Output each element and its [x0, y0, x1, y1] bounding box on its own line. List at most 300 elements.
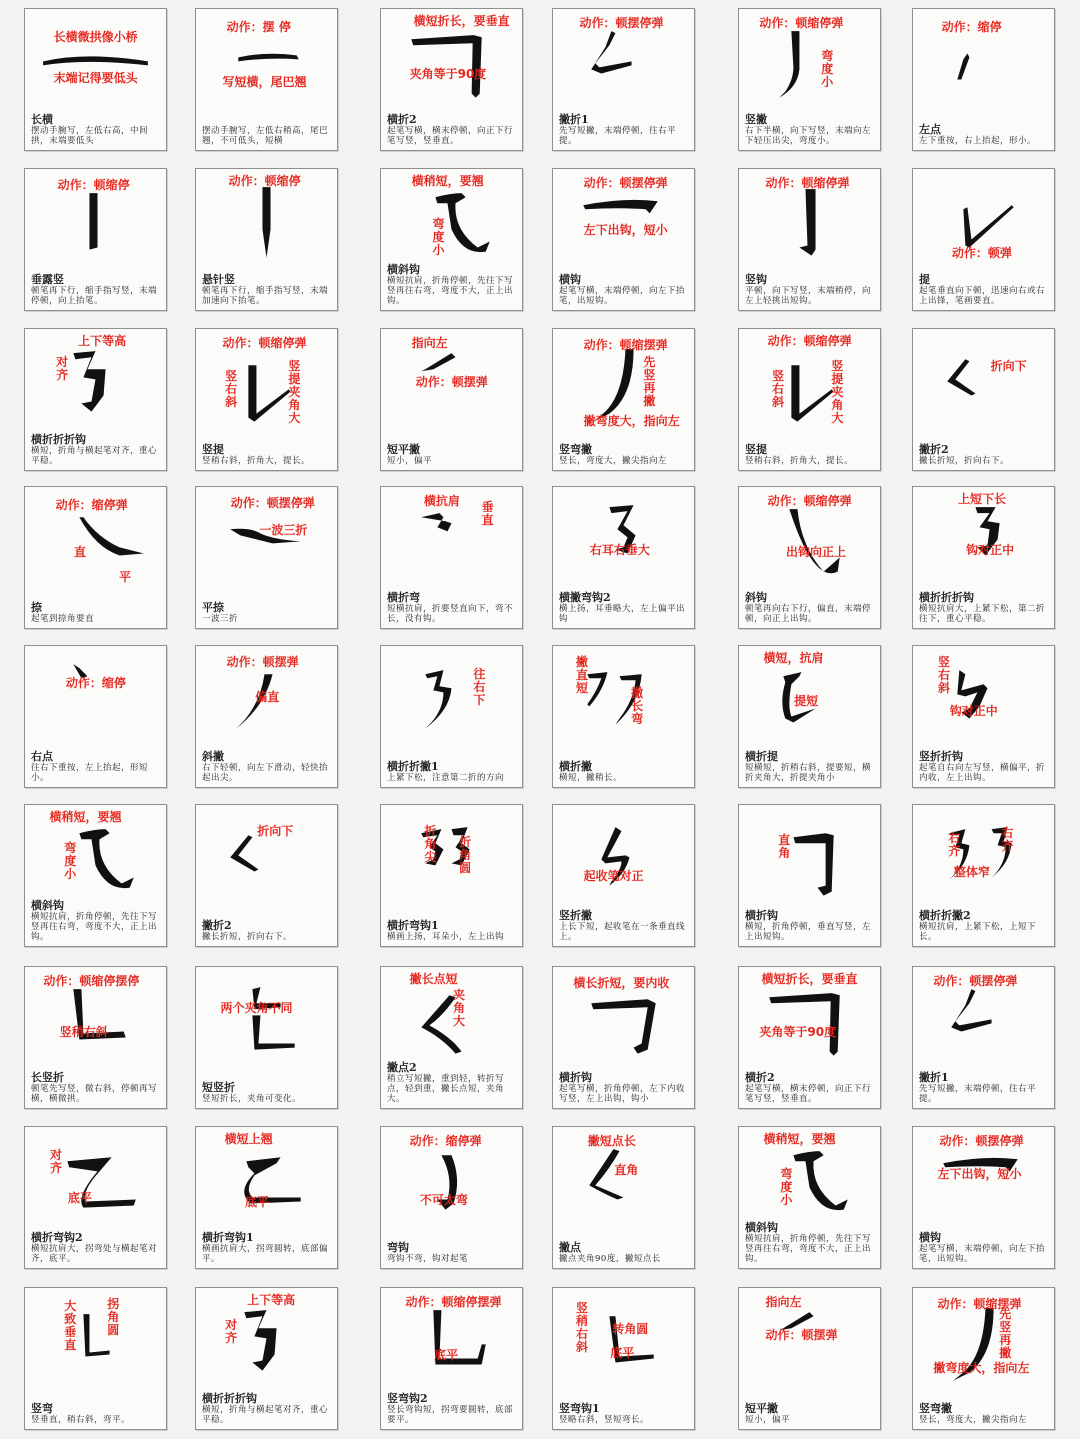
stroke-name: 横折撇: [559, 760, 592, 773]
stroke-name: 撇点: [559, 1241, 581, 1254]
stroke-name: 悬针竖: [202, 273, 235, 286]
annotation-label: 竖右斜: [937, 655, 950, 696]
stroke-note: 横短抗肩，折角停顿，先往下写竖再往右弯，弯度不大，正上出钩。: [745, 1234, 872, 1264]
stroke-card: [195, 1287, 338, 1430]
stroke-card: [24, 966, 167, 1109]
stroke-name: 竖钩: [745, 273, 767, 286]
stroke-description: [387, 263, 517, 306]
annotation-label: 出钩向正上: [785, 545, 846, 560]
stroke-card: [552, 8, 695, 151]
annotation-label: 右齐: [948, 830, 961, 858]
stroke-name: 短平撇: [387, 443, 420, 456]
stroke-card: [380, 486, 523, 629]
stroke-description: [559, 1402, 689, 1425]
stroke-name: 撇点2: [387, 1061, 417, 1074]
brush-stroke: [583, 200, 658, 213]
brush-stroke: [73, 351, 105, 411]
stroke-name: 横折折折钩: [202, 1392, 257, 1405]
annotation-label: 对齐: [49, 1148, 62, 1176]
annotation-label: 动作：顿摆弹: [226, 655, 299, 670]
stroke-card: [195, 645, 338, 788]
stroke-card: [552, 486, 695, 629]
annotation-label: 动作：顿缩停弹: [767, 334, 852, 349]
annotation-label: 横稍短，要翘: [49, 810, 122, 825]
stroke-description: [919, 1402, 1049, 1425]
stroke-description: [745, 273, 875, 306]
annotation-label: 拐角圆: [107, 1297, 120, 1338]
stroke-note: 横画抗肩大，拐弯圆转，底部偏平。: [202, 1244, 329, 1264]
stroke-description: [387, 760, 517, 783]
stroke-description: [202, 750, 332, 783]
annotation-label: 动作：顿缩摆弹: [937, 1297, 1022, 1312]
stroke-note: 横短，折角停顿，垂直写竖，左上出短钩。: [745, 922, 872, 942]
stroke-name: 撇折1: [559, 113, 589, 126]
stroke-card: [380, 1126, 523, 1269]
stroke-name: 竖弯钩2: [387, 1392, 428, 1405]
annotation-label: 竖右斜: [225, 368, 238, 409]
stroke-name: 横折弯钩1: [387, 919, 439, 932]
annotation-label: 竖提夹角大: [831, 358, 844, 425]
annotation-label: 动作：顿弹: [951, 245, 1012, 260]
stroke-note: 弯钩不弯，钩对起笔: [387, 1254, 469, 1264]
annotation-label: 动作：顿缩停: [57, 178, 130, 193]
stroke-name: 垂露竖: [31, 273, 64, 286]
stroke-card: [380, 966, 523, 1109]
annotation-label: 撇长点短: [409, 972, 458, 987]
stroke-description: [919, 123, 1049, 146]
stroke-note: 短横抗肩，折要竖直向下，弯不长，没有钩。: [387, 604, 514, 624]
stroke-description: [919, 1071, 1049, 1104]
stroke-name: 横钩: [559, 273, 581, 286]
stroke-note: 横短，撇稍长。: [559, 773, 623, 783]
stroke-card: [24, 804, 167, 947]
stroke-card: [738, 1287, 881, 1430]
stroke-card: [195, 168, 338, 311]
stroke-description: [31, 1231, 161, 1264]
annotation-label: 末端记得要低头: [53, 71, 138, 86]
brush-stroke: [421, 513, 451, 531]
annotation-label: 大致垂直: [64, 1299, 77, 1353]
stroke-card: [912, 966, 1055, 1109]
stroke-name: 斜撇: [202, 750, 224, 763]
stroke-description: [31, 1402, 161, 1425]
annotation-label: 两个夹角不同: [220, 1000, 293, 1015]
brush-stroke: [262, 187, 270, 258]
stroke-name: 横折弯钩1: [202, 1231, 254, 1244]
brush-stroke: [793, 1151, 847, 1210]
stroke-card: [24, 328, 167, 471]
stroke-note: 竖略右斜，竖短弯长。: [559, 1415, 650, 1425]
annotation-label: 撇长弯: [631, 685, 644, 726]
stroke-name: 横折提: [745, 750, 778, 763]
stroke-card: [195, 486, 338, 629]
annotation-label: 左下出钩，短小: [583, 223, 668, 238]
stroke-note: 顿笔再下行，缩手指写竖，末端停顿，向上抬笔。: [31, 286, 158, 306]
stroke-name: 竖弯: [31, 1402, 53, 1415]
annotation-label: 指向左: [765, 1295, 802, 1310]
stroke-note: 上紧下松，注意第二折的方向: [387, 773, 505, 783]
annotation-label: 撇弯度大，指向左: [583, 413, 680, 428]
stroke-description: [559, 760, 689, 783]
annotation-label: 上短下长: [957, 492, 1006, 507]
stroke-name: 横折弯钩2: [31, 1231, 83, 1244]
annotation-label: 弯度小: [64, 840, 77, 881]
annotation-label: 弯度小: [780, 1166, 793, 1207]
stroke-card: [380, 804, 523, 947]
stroke-description: [202, 126, 332, 146]
annotation-label: 动作：缩停弹: [409, 1134, 482, 1149]
annotation-label: 钩对正中: [966, 543, 1015, 558]
stroke-name: 横斜钩: [745, 1221, 778, 1234]
annotation-label: 动作：顿摆停弹: [579, 16, 664, 31]
stroke-description: [919, 443, 1049, 466]
brush-stroke: [779, 31, 799, 97]
annotation-label: 底平: [67, 1191, 92, 1206]
stroke-note: 上长下短，起收笔在一条垂直线上。: [559, 922, 686, 942]
annotation-label: 起收笔对正: [583, 869, 644, 884]
annotation-label: 动作：缩停弹: [55, 498, 128, 513]
annotation-label: 横长折短，要内收: [573, 976, 670, 991]
stroke-name: 横折折折钩: [31, 433, 86, 446]
stroke-description: [919, 591, 1049, 624]
stroke-card: [380, 328, 523, 471]
stroke-name: 撇折1: [919, 1071, 949, 1084]
brush-stroke: [79, 829, 133, 888]
brush-stroke: [89, 193, 97, 249]
stroke-card: [912, 8, 1055, 151]
stroke-note: 横上扬，耳垂略大，左上偏平出钩: [559, 604, 686, 624]
stroke-note: 横短抗肩，折角停顿，先往下写竖再往右弯，弯度不大，正上出钩。: [387, 276, 514, 306]
stroke-note: 顿笔再向右下行，偏直，末端停顿，向正上出钩。: [745, 604, 872, 624]
stroke-card: [380, 168, 523, 311]
brush-stroke: [248, 365, 290, 421]
stroke-note: 横短抗肩大，上紧下松，第二折往下，重心平稳。: [919, 604, 1046, 624]
brush-stroke: [83, 1314, 109, 1356]
annotation-label: 动作：顿缩停弹: [222, 336, 307, 351]
annotation-label: 上下等高: [78, 334, 127, 349]
stroke-description: [387, 1392, 517, 1425]
stroke-card: [912, 645, 1055, 788]
stroke-description: [202, 1392, 332, 1425]
brush-stroke: [244, 1310, 276, 1370]
annotation-label: 弯度小: [432, 217, 445, 258]
annotation-label: 动作：顿缩停摆停: [43, 974, 140, 989]
stroke-description: [31, 433, 161, 466]
stroke-note: 稍立写短撇，重到轻，转折写点，轻到重，撇长点短，夹角大。: [387, 1074, 505, 1104]
stroke-card: [738, 8, 881, 151]
stroke-name: 平捺: [202, 601, 224, 614]
stroke-description: [31, 113, 161, 146]
stroke-card: [738, 645, 881, 788]
annotation-label: 不可太弯: [419, 1193, 468, 1208]
stroke-card: [380, 645, 523, 788]
annotation-label: 直角: [778, 832, 791, 860]
stroke-card: [552, 1126, 695, 1269]
stroke-description: [745, 1221, 875, 1264]
stroke-note: 短小，偏平: [387, 456, 433, 466]
stroke-card: [738, 804, 881, 947]
brush-stroke: [591, 999, 655, 1053]
stroke-card: [24, 1126, 167, 1269]
annotation-label: 直角: [614, 1162, 639, 1177]
annotation-label: 上下等高: [247, 1293, 296, 1308]
stroke-note: 竖垂直，稍右斜，弯平。: [31, 1415, 131, 1425]
annotation-label: 夹角大: [452, 988, 465, 1029]
annotation-label: 往右下: [473, 667, 486, 708]
stroke-note: 竖长，弯度大，撇尖指向左: [919, 1415, 1028, 1425]
stroke-name: 斜钩: [745, 591, 767, 604]
stroke-description: [919, 273, 1049, 306]
stroke-description: [559, 443, 689, 466]
stroke-note: 横短，折角与横起笔对齐，重心平稳。: [202, 1405, 329, 1425]
stroke-name: 长竖折: [31, 1071, 64, 1084]
stroke-card: [738, 328, 881, 471]
annotation-label: 底平: [245, 1195, 270, 1210]
stroke-card: [912, 486, 1055, 629]
annotation-label: 右齐: [1001, 826, 1014, 854]
stroke-note: 横画上扬，耳朵小，左上出钩: [387, 932, 505, 942]
stroke-card: [195, 328, 338, 471]
annotation-label: 平: [118, 569, 131, 584]
stroke-note: 横短抗肩，折角停顿，先往下写竖再往右弯，弯度不大，正上出钩。: [31, 912, 158, 942]
stroke-name: 横折2: [745, 1071, 775, 1084]
brush-stroke: [799, 189, 815, 255]
stroke-note: 先写短撇，末端停顿，往右平提。: [559, 126, 677, 146]
stroke-card: [24, 1287, 167, 1430]
stroke-card: [552, 1287, 695, 1430]
stroke-card: [912, 804, 1055, 947]
brush-stroke: [252, 987, 294, 1049]
stroke-card: [195, 966, 338, 1109]
stroke-note: 起笔写横，折角停顿，左下内收写竖，左上出钩，钩小: [559, 1084, 686, 1104]
stroke-note: 横短抗肩大，拐弯处与横起笔对齐，底平。: [31, 1244, 158, 1264]
annotation-label: 先竖再撇: [999, 1307, 1012, 1361]
stroke-description: [745, 591, 875, 624]
stroke-note: 往右下重按，左上抬起，形短小。: [31, 763, 149, 783]
stroke-name: 左点: [919, 123, 941, 136]
annotation-label: 动作：顿缩停摆弹: [405, 1295, 502, 1310]
stroke-description: [387, 591, 517, 624]
annotation-label: 动作：顿缩停弹: [767, 494, 852, 509]
annotation-label: 指向左: [411, 336, 448, 351]
stroke-description: [202, 1081, 332, 1104]
stroke-description: [202, 443, 332, 466]
annotation-label: 动作：顿缩摆弹: [583, 338, 668, 353]
stroke-description: [559, 909, 689, 942]
annotation-label: 动作：顿缩停弹: [765, 176, 850, 191]
stroke-name: 捺: [31, 601, 42, 614]
stroke-note: 右下半横，向下写竖，末端向左下轻压出尖，弯度小。: [745, 126, 872, 146]
annotation-label: 折角尖: [424, 824, 437, 865]
stroke-note: 竖长，弯度大，撇尖指向左: [559, 456, 668, 466]
stroke-name: 横折2: [387, 113, 417, 126]
stroke-note: 一波三折: [202, 614, 239, 624]
stroke-note: 左下重按，右上抬起，形小。: [919, 136, 1037, 146]
stroke-name: 长横: [31, 113, 53, 126]
stroke-card: [738, 966, 881, 1109]
annotation-label: 撇直短: [575, 655, 588, 696]
stroke-name: 竖弯钩1: [559, 1402, 600, 1415]
stroke-card: [195, 8, 338, 151]
stroke-note: 撇点夹角90度，撇短点长: [559, 1254, 661, 1264]
annotation-label: 动作：顿摆停弹: [939, 1134, 1024, 1149]
stroke-name: 横折折撇1: [387, 760, 439, 773]
stroke-card: [738, 168, 881, 311]
stroke-description: [919, 1231, 1049, 1264]
stroke-description: [387, 113, 517, 146]
stroke-name: 弯钩: [387, 1241, 409, 1254]
annotation-label: 底平: [434, 1348, 459, 1363]
brush-stroke: [421, 353, 455, 371]
annotation-label: 动作：顿摆停弹: [583, 176, 668, 191]
stroke-name: 竖折撇: [559, 909, 592, 922]
stroke-card: [738, 1126, 881, 1269]
stroke-card: [24, 645, 167, 788]
stroke-description: [387, 1061, 517, 1104]
annotation-label: 动作：顿摆停弹: [933, 974, 1018, 989]
stroke-name: 右点: [31, 750, 53, 763]
stroke-name: 短平撇: [745, 1402, 778, 1415]
annotation-label: 横短折长，要垂直: [413, 14, 510, 29]
annotation-label: 转角圆: [612, 1321, 649, 1336]
stroke-note: 起笔到捺角要直: [31, 614, 95, 624]
annotation-label: 折向下: [257, 824, 294, 839]
brush-stroke: [238, 54, 298, 62]
stroke-card: [380, 8, 523, 151]
brush-stroke: [789, 509, 839, 573]
brush-stroke: [230, 835, 258, 871]
stroke-note: 短横短，折稍右斜，提要短，横折夹角大，折提夹角小: [745, 763, 872, 783]
stroke-description: [31, 750, 161, 783]
stroke-note: 右下轻顿，向左下滑动，轻快抬起出尖。: [202, 763, 329, 783]
stroke-name: 竖弯撇: [559, 443, 592, 456]
stroke-description: [31, 601, 161, 624]
annotation-label: 写短横，尾巴翘: [222, 75, 307, 90]
brush-stroke: [593, 349, 633, 422]
annotation-label: 横稍短，要翘: [411, 174, 484, 189]
annotation-label: 底平: [610, 1346, 635, 1361]
stroke-note: 竖稍右斜，折角大，提长。: [745, 456, 854, 466]
stroke-name: 横折折折钩: [919, 591, 974, 604]
stroke-note: 起笔写横，末端停顿，向左下抬笔，出短钩。: [919, 1244, 1046, 1264]
stroke-description: [387, 919, 517, 942]
annotation-label: 横短折长，要垂直: [761, 972, 858, 987]
stroke-name: 横折钩: [745, 909, 778, 922]
brush-stroke: [43, 56, 148, 65]
annotation-label: 右耳右垂大: [589, 543, 650, 558]
brush-stroke: [957, 53, 969, 79]
stroke-note: 平顿，向下写竖，末端稍停，向左上轻挑出短钩。: [745, 286, 872, 306]
stroke-name: 竖提: [745, 443, 767, 456]
annotation-label: 横短，抗肩: [763, 651, 824, 666]
stroke-card: [552, 804, 695, 947]
stroke-card: [24, 168, 167, 311]
stroke-name: 横斜钩: [387, 263, 420, 276]
stroke-note: 顿笔先写竖，微右斜，停顿再写横，横微拱。: [31, 1084, 158, 1104]
annotation-label: 动作：顿缩停: [228, 174, 301, 189]
annotation-label: 动作：顿缩停弹: [759, 16, 844, 31]
stroke-note: 竖短折长，夹角可变化。: [202, 1094, 302, 1104]
annotation-label: 竖稍右斜: [575, 1301, 588, 1355]
stroke-description: [745, 909, 875, 942]
annotation-label: 对齐: [225, 1317, 238, 1345]
stroke-name: 横斜钩: [31, 899, 64, 912]
brush-stroke: [951, 989, 991, 1031]
stroke-card: [552, 966, 695, 1109]
stroke-name: 短竖折: [202, 1081, 235, 1094]
annotation-label: 横短上翘: [224, 1132, 273, 1147]
annotation-label: 钩对正中: [949, 704, 998, 719]
annotation-label: 竖右斜: [772, 368, 785, 409]
stroke-description: [202, 1231, 332, 1264]
stroke-card: [380, 1287, 523, 1430]
stroke-note: 摆动手腕写，左低右稍高，尾巴翘，不可低头，短横: [202, 126, 329, 146]
stroke-card: [24, 8, 167, 151]
annotation-label: 折向下: [990, 358, 1027, 373]
stroke-description: [745, 443, 875, 466]
annotation-label: 竖稍右斜: [59, 1025, 108, 1040]
stroke-name: 横折钩: [559, 1071, 592, 1084]
stroke-card: [552, 645, 695, 788]
annotation-label: 左下出钩，短小: [937, 1166, 1022, 1181]
stroke-note: 短小，偏平: [745, 1415, 791, 1425]
stroke-description: [559, 273, 689, 306]
stroke-name: 提: [919, 273, 930, 286]
stroke-name: 撇折2: [202, 919, 232, 932]
annotation-label: 对齐: [56, 354, 69, 382]
brush-stroke: [425, 670, 451, 728]
stroke-card: [912, 168, 1055, 311]
annotation-label: 动作：缩停: [65, 675, 126, 690]
stroke-description: [202, 273, 332, 306]
stroke-name: 竖提: [202, 443, 224, 456]
stroke-note: 起笔垂直向下顿，迅速向右或右上出锋，笔画要直。: [919, 286, 1046, 306]
stroke-name: 竖弯撇: [919, 1402, 952, 1415]
brush-stroke: [947, 359, 975, 395]
stroke-description: [745, 1402, 875, 1425]
stroke-description: [202, 919, 332, 942]
stroke-description: [919, 909, 1049, 942]
brush-stroke: [963, 205, 1013, 247]
annotation-label: 夹角等于90度: [759, 1025, 837, 1040]
annotation-label: 偏直: [255, 689, 280, 704]
annotation-label: 撇弯度大，指向左: [933, 1360, 1030, 1375]
annotation-label: 横稍短，要翘: [763, 1132, 836, 1147]
stroke-card: [195, 804, 338, 947]
stroke-description: [745, 750, 875, 783]
stroke-name: 横钩: [919, 1231, 941, 1244]
annotation-label: 整体窄: [953, 865, 990, 880]
stroke-name: 竖撇: [745, 113, 767, 126]
stroke-note: 竖长弯钩短，拐弯要圆转，底部要平。: [387, 1405, 514, 1425]
annotation-label: 动作：缩停: [941, 20, 1002, 35]
annotation-label: 提短: [794, 694, 819, 709]
brush-stroke: [591, 31, 631, 73]
stroke-card: [912, 1126, 1055, 1269]
annotation-label: 一波三折: [259, 522, 308, 537]
annotation-label: 弯度小: [821, 48, 834, 89]
stroke-note: 撇长折短，折向右下。: [919, 456, 1010, 466]
stroke-note: 起笔写横，横末停顿，向正下行笔写竖，竖垂直。: [387, 126, 514, 146]
stroke-description: [202, 601, 332, 624]
brush-stroke: [79, 517, 143, 555]
stroke-note: 横短，折角与横起笔对齐，重心平稳。: [31, 446, 158, 466]
stroke-note: 竖稍右斜，折角大，提长。: [202, 456, 311, 466]
stroke-description: [31, 1071, 161, 1104]
stroke-name: 横折弯: [387, 591, 420, 604]
annotation-label: 动作：顿摆弹: [415, 374, 488, 389]
stroke-description: [745, 113, 875, 146]
